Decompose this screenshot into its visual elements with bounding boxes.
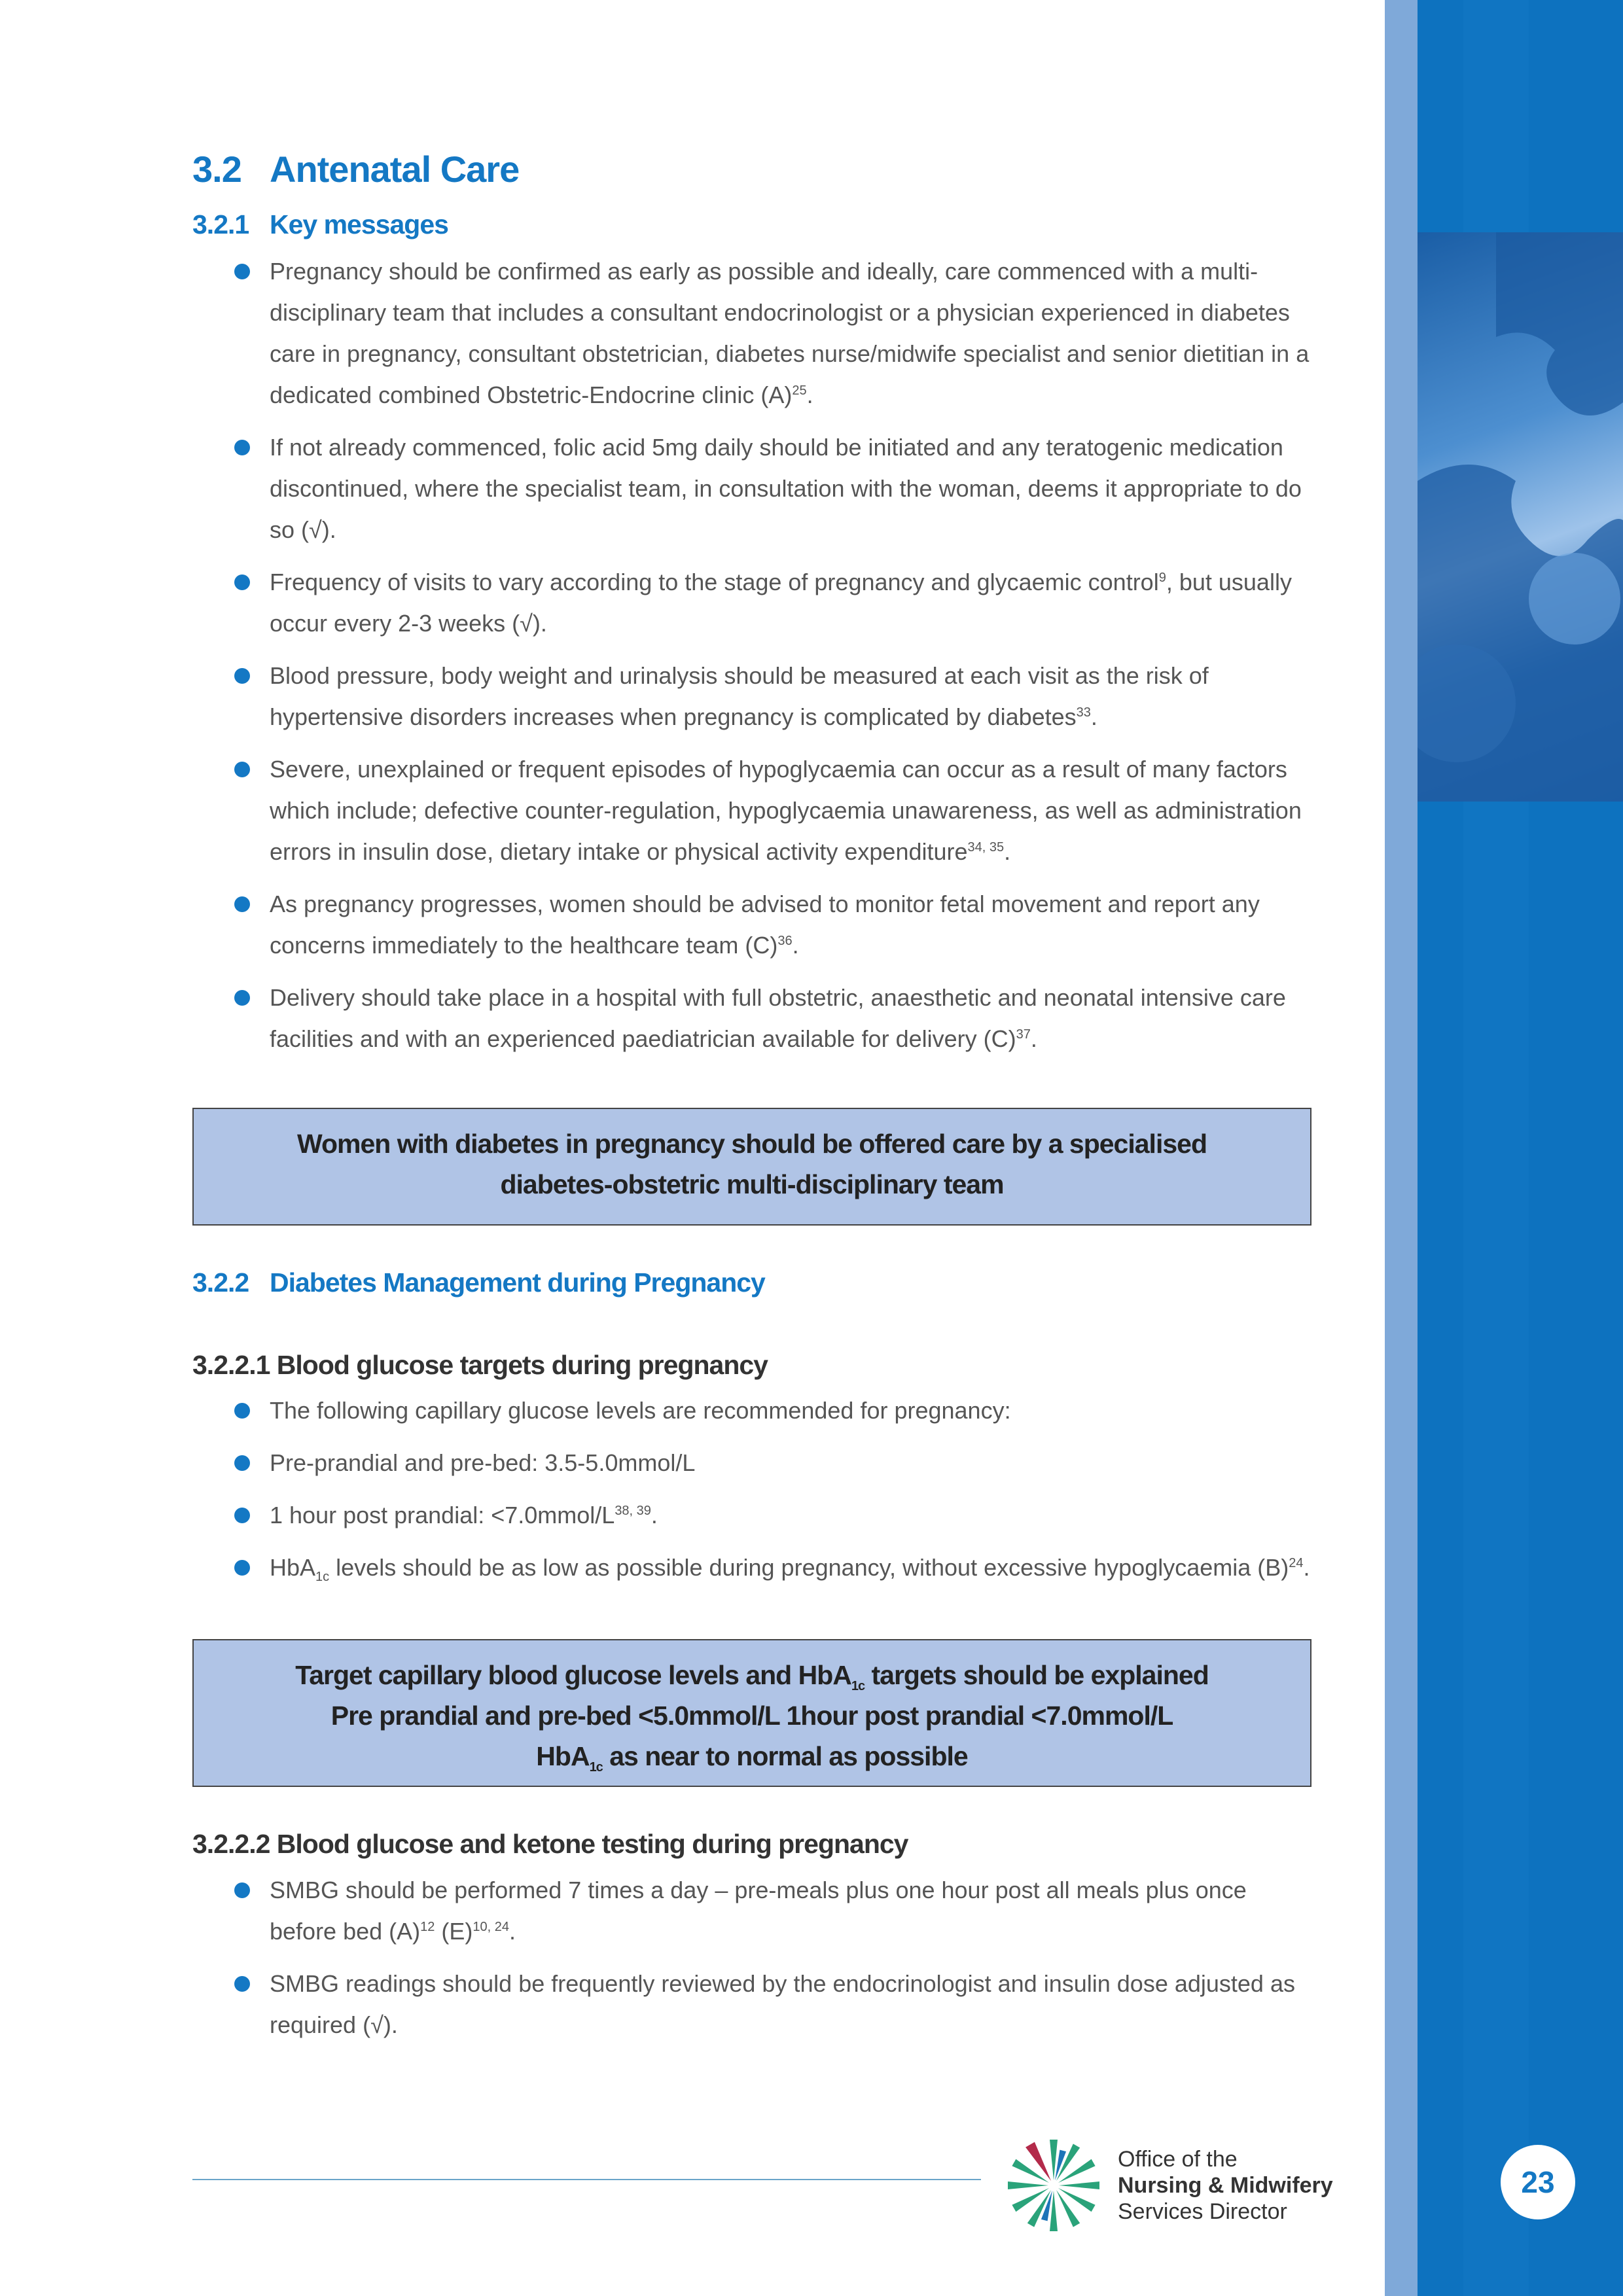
key-messages-heading	[192, 209, 448, 240]
glucose-targets-list	[192, 1390, 1318, 1599]
list-item	[192, 1547, 1318, 1588]
onmsd-logo-text	[1118, 2146, 1333, 2225]
callout-glucose-targets	[192, 1639, 1311, 1787]
bullet-end: .	[1303, 1554, 1310, 1581]
glucose-targets-heading: 3.2.2.1 Blood glucose targets during pregnancy	[192, 1350, 768, 1380]
bullet-icon	[234, 440, 250, 455]
reference: 9	[1158, 571, 1166, 585]
callout-specialised-team	[192, 1108, 1311, 1226]
bullet-icon	[234, 1403, 250, 1419]
reference: 38, 39	[615, 1504, 651, 1518]
puzzle-image	[1418, 232, 1623, 802]
section-title-text: Antenatal Care	[270, 149, 520, 190]
bullet-text: Pregnancy should be confirmed as early as possible and ideally, care commenced with a multi-disciplinary team that includes a consultant endocrinologist or a physician experienced in diabetes care in pregnancy, consultant obstetrician, diabetes nurse/midwife specialist and senior dietitian in a dedicated combined Obstetric-Endocrine clinic (A)	[270, 258, 1310, 408]
glucose-testing-list	[192, 1869, 1318, 2057]
bullet-text: SMBG readings should be frequently reviewed by the endocrinologist and insulin dose adjusted as required (√).	[270, 1970, 1295, 2038]
bullet-icon	[234, 668, 250, 684]
bullet-text: Delivery should take place in a hospital with full obstetric, anaesthetic and neonatal intensive care facilities and with an experienced paediatrician available for delivery (C)	[270, 984, 1286, 1052]
bullet-icon	[234, 1508, 250, 1523]
list-item	[192, 655, 1318, 737]
key-messages-list	[192, 251, 1318, 1070]
list-item	[192, 1390, 1318, 1431]
callout-line: Target capillary blood glucose levels and HbA$_{1c}$ targets should be explained	[295, 1660, 1209, 1694]
callout-line: Women with diabetes in pregnancy should be offered care by a specialised	[297, 1129, 1207, 1159]
bullet-end: .	[509, 1918, 516, 1945]
list-item	[192, 977, 1318, 1059]
list-item	[192, 749, 1318, 872]
bullet-text: Severe, unexplained or frequent episodes of hypoglycaemia can occur as a result of many factors which include; defective counter-regulation, hypoglycaemia unawareness, as well as administration errors in insulin dose, dietary intake or physical activity expenditure	[270, 756, 1302, 865]
logo-line: Nursing & Midwifery	[1118, 2173, 1333, 2198]
key-messages-number: 3.2.1	[192, 209, 249, 239]
bullet-text: levels should be as low as possible during pregnancy, without excessive hypoglycaemia (B)	[329, 1554, 1289, 1581]
reference: 34, 35	[967, 840, 1005, 855]
bullet-end: .	[1090, 703, 1097, 730]
bullet-icon	[234, 1976, 250, 1992]
bullet-text: SMBG should be performed 7 times a day – pre-meals plus one hour post all meals plus once before bed (A)	[270, 1877, 1247, 1945]
bullet-end: .	[1030, 1025, 1037, 1052]
bullet-icon	[234, 1560, 250, 1576]
bullet-end: .	[1004, 838, 1011, 865]
reference: 33	[1076, 705, 1091, 720]
bullet-text: (E)	[435, 1918, 473, 1945]
bullet-icon	[234, 896, 250, 912]
bullet-text: As pregnancy progresses, women should be advised to monitor fetal movement and report any concerns immediately to the healthcare team (C)	[270, 891, 1260, 959]
key-messages-title: Key messages	[270, 209, 448, 239]
list-item	[192, 251, 1318, 415]
reference: 10, 24	[473, 1920, 509, 1934]
bullet-icon	[234, 264, 250, 279]
reference: 25	[792, 383, 807, 398]
bullet-end: , but usually occur every 2-3 weeks (√).	[270, 569, 1292, 637]
bullet-text: 1 hour post prandial: <7.0mmol/L	[270, 1502, 615, 1528]
bullet-text: Blood pressure, body weight and urinalysis should be measured at each visit as the risk of hypertensive disorders increases when pregnancy is complicated by diabetes	[270, 662, 1209, 730]
bullet-icon	[234, 990, 250, 1006]
callout-line: diabetes-obstetric multi-disciplinary team	[500, 1169, 1004, 1199]
bullet-end: .	[651, 1502, 658, 1528]
logo-line: Services Director	[1118, 2199, 1287, 2224]
list-item	[192, 427, 1318, 550]
bullet-icon	[234, 1882, 250, 1898]
list-item	[192, 1442, 1318, 1483]
section-title	[192, 148, 519, 190]
list-item	[192, 1494, 1318, 1536]
list-item	[192, 1869, 1318, 1952]
bullet-end: .	[792, 932, 799, 959]
reference: 12	[420, 1920, 435, 1934]
list-item	[192, 561, 1318, 644]
bullet-text: If not already commenced, folic acid 5mg daily should be initiated and any teratogenic medication discontinued, where the specialist team, in consultation with the woman, deems it appropriate to do so (√).	[270, 434, 1302, 543]
bullet-text: The following capillary glucose levels are recommended for pregnancy:	[270, 1397, 1011, 1424]
section-number: 3.2	[192, 149, 241, 190]
callout-line: HbA$_{1c}$ as near to normal as possible	[536, 1741, 968, 1775]
bullet-end: .	[806, 381, 813, 408]
callout-line: Pre prandial and pre-bed <5.0mmol/L 1hour post prandial <7.0mmol/L	[330, 1701, 1173, 1731]
hba-label: HbA	[270, 1554, 316, 1581]
logo-line: Office of the	[1118, 2147, 1238, 2172]
bullet-icon	[234, 1455, 250, 1471]
footer-divider	[192, 2179, 981, 2180]
list-item	[192, 1963, 1318, 2045]
bullet-text: Pre-prandial and pre-bed: 3.5-5.0mmol/L	[270, 1449, 696, 1476]
onmsd-logo-icon	[1001, 2133, 1106, 2238]
diabetes-management-heading	[192, 1267, 765, 1298]
diabetes-management-number: 3.2.2	[192, 1267, 249, 1298]
hba-subscript: 1c	[315, 1570, 330, 1585]
reference: 36	[777, 934, 793, 948]
reference: 37	[1016, 1027, 1031, 1042]
list-item	[192, 883, 1318, 966]
glucose-testing-heading: 3.2.2.2 Blood glucose and ketone testing during pregnancy	[192, 1829, 908, 1859]
bullet-text: Frequency of visits to vary according to the stage of pregnancy and glycaemic control	[270, 569, 1159, 595]
bullet-icon	[234, 762, 250, 777]
diabetes-management-title: Diabetes Management during Pregnancy	[270, 1267, 765, 1298]
bullet-icon	[234, 574, 250, 590]
page-number: 23	[1501, 2145, 1575, 2219]
reference: 24	[1289, 1556, 1304, 1570]
side-band-light-stripe	[1385, 0, 1418, 2296]
